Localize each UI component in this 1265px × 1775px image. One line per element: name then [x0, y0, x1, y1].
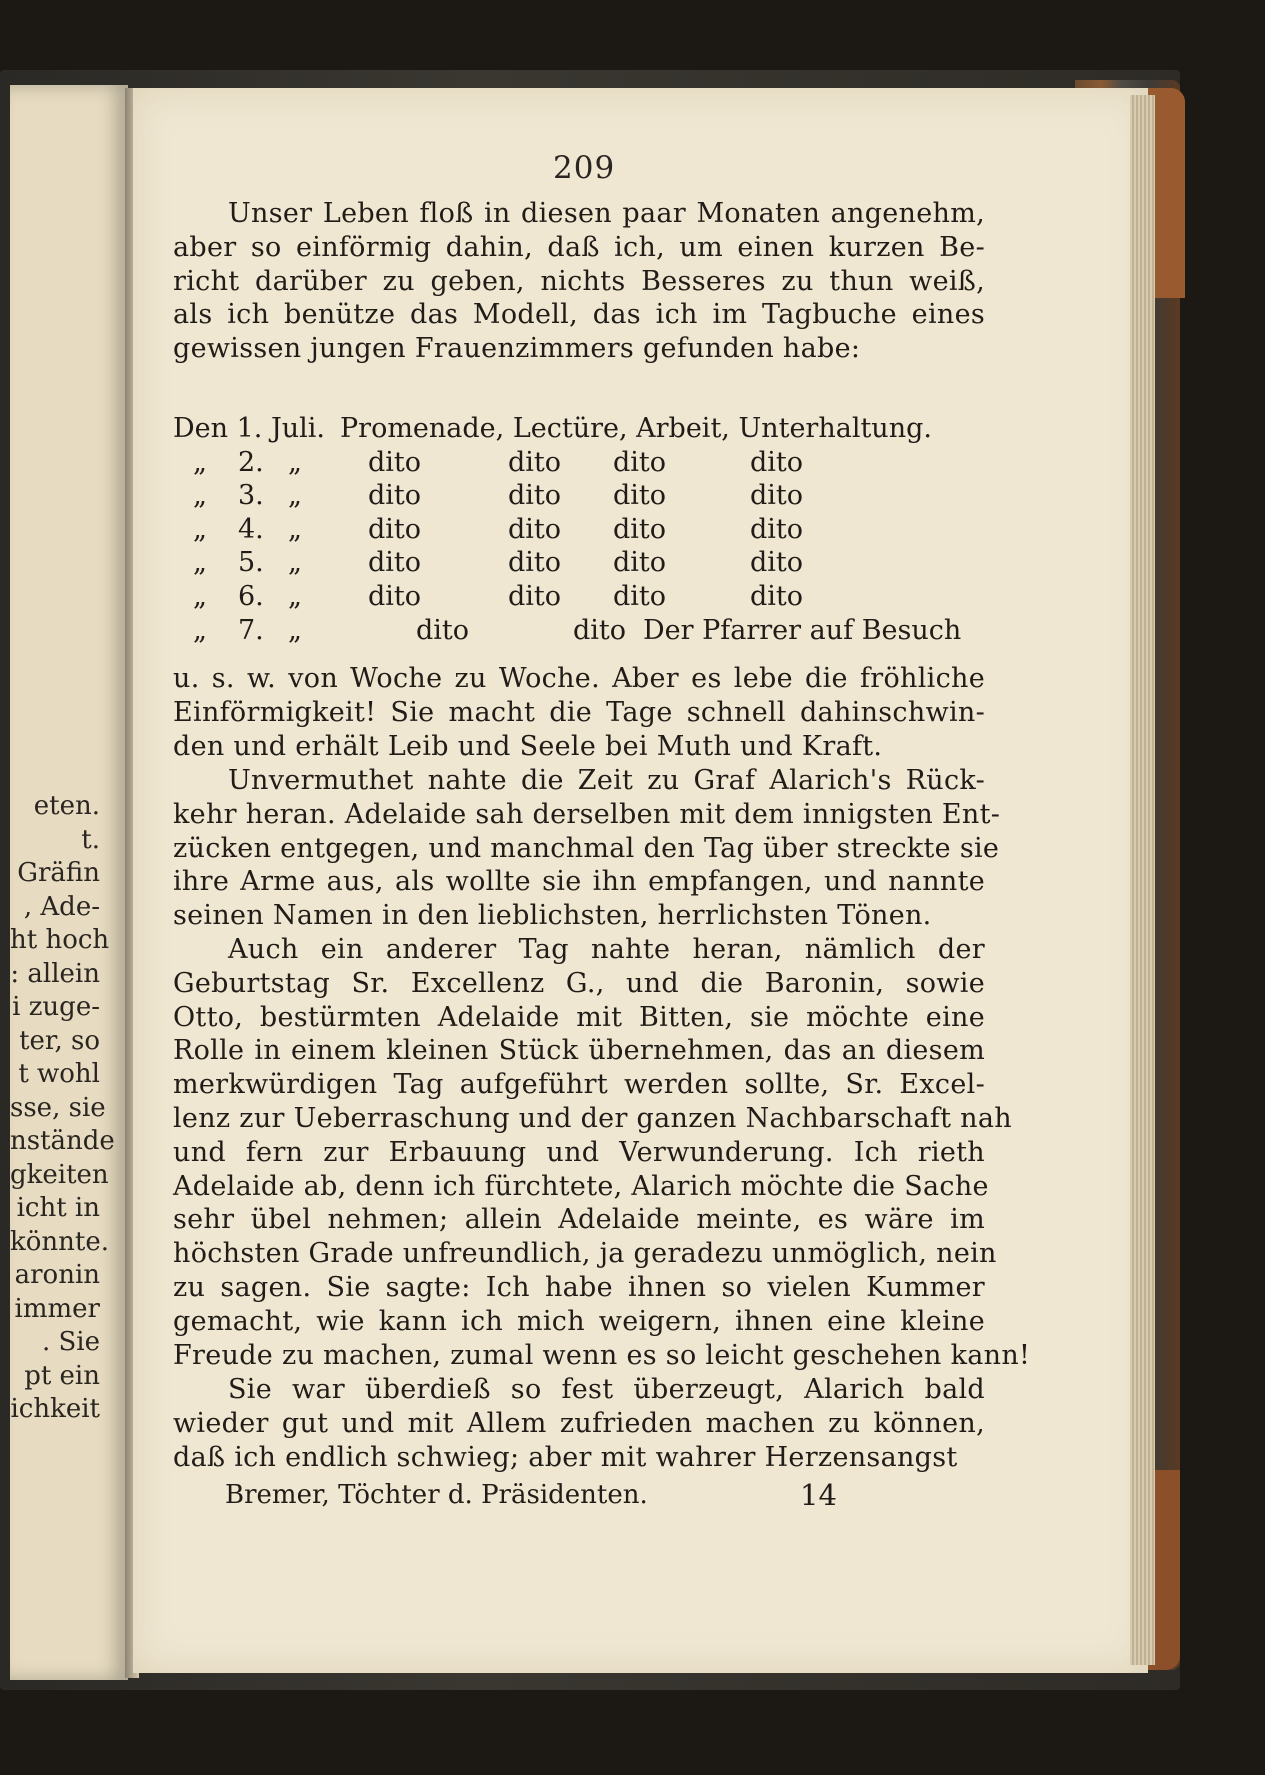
ditto-mark: „: [288, 446, 302, 478]
left-page-fragment: gkeiten: [10, 1159, 109, 1190]
text-line: Freude zu machen, zumal wenn es so leicht geschehen kann!: [173, 1339, 1031, 1371]
diary-cell: dito: [368, 513, 422, 545]
diary-row: [173, 581, 985, 615]
left-page-text: [10, 790, 128, 1427]
left-page-fragment: eten.: [33, 791, 100, 821]
diary-cell: dito: [508, 480, 562, 512]
diary-entry: Promenade, Lectüre, Arbeit, Unterhaltung.: [340, 413, 932, 444]
text-line: Unser Leben floß in diesen paar Monaten angenehm,: [228, 198, 985, 229]
diary-row: [173, 447, 985, 481]
ditto-mark: „: [193, 480, 207, 512]
text-line: Auch ein anderer Tag nahte heran, nämlich der: [228, 934, 985, 965]
diary-cell: dito: [750, 480, 804, 512]
ditto-mark: „: [193, 446, 207, 478]
left-page-fragment: immer: [14, 1293, 100, 1324]
left-page-fragment: icht in: [16, 1193, 100, 1223]
diary-cell: dito: [508, 580, 562, 612]
left-page-fragment: ter, so: [19, 1025, 100, 1056]
paragraph-intro: [173, 197, 985, 366]
diary-table: [173, 413, 985, 648]
diary-cell: dito: [750, 580, 804, 612]
ditto-mark: „: [193, 614, 207, 646]
text-line: Unvermuthet nahte die Zeit zu Graf Alarich's Rück-: [228, 765, 985, 796]
left-page-fragment: sse, sie: [10, 1092, 106, 1123]
diary-day: 2.: [238, 446, 264, 478]
ditto-mark: „: [288, 513, 302, 545]
text-line: wieder gut und mit Allem zufrieden machen zu können,: [173, 1407, 985, 1439]
diary-cell: dito: [508, 446, 562, 478]
text-line: als ich benütze das Modell, das ich im Tagbuche eines: [173, 299, 985, 331]
text-line: zu sagen. Sie sagte: Ich habe ihnen so vielen Kummer: [173, 1271, 985, 1303]
left-page-fragment: t.: [81, 824, 100, 855]
diary-cell: Der Pfarrer auf Besuch: [643, 614, 962, 646]
page-number: 209: [553, 150, 616, 186]
diary-cell: dito: [368, 580, 422, 612]
paragraph-conviction: [173, 1373, 985, 1474]
left-page: [10, 85, 128, 1680]
diary-day: 5.: [238, 547, 264, 579]
diary-day: 7.: [238, 614, 264, 646]
diary-cell: dito: [613, 480, 667, 512]
text-line: den und erhält Leib und Seele bei Muth und Kraft.: [173, 730, 883, 762]
diary-day: 6.: [238, 580, 264, 612]
text-line: ihre Arme aus, als wollte sie ihn empfangen, und nannte: [173, 866, 985, 898]
text-line: daß ich endlich schwieg; aber mit wahrer Herzensangst: [173, 1441, 958, 1473]
text-line: und fern zur Erbauung und Verwunderung. Ich rieth: [173, 1136, 985, 1168]
diary-cell: dito: [613, 580, 667, 612]
text-line: Einförmigkeit! Sie macht die Tage schnell dahinschwin-: [173, 696, 985, 728]
left-page-fragment: t wohl: [18, 1059, 100, 1089]
diary-cell: dito: [416, 614, 470, 646]
diary-cell: dito: [368, 446, 422, 478]
left-page-fragment: pt ein: [24, 1360, 100, 1391]
text-line: Rolle in einem kleinen Stück übernehmen, das an diesem: [173, 1035, 985, 1067]
diary-row-first: [173, 413, 985, 447]
paragraph-weekly: [173, 662, 985, 763]
diary-row: [173, 547, 985, 581]
paragraph-return: [173, 764, 1001, 933]
diary-day: 4.: [238, 513, 264, 545]
left-page-fragment: nstände: [10, 1126, 115, 1156]
diary-cell: dito: [508, 513, 562, 545]
text-line: gewissen jungen Frauenzimmers gefunden habe:: [173, 333, 861, 365]
ditto-mark: „: [288, 480, 302, 512]
left-page-fragment: Gräfin: [17, 858, 100, 888]
left-page-fragment: , Ade-: [23, 891, 100, 922]
text-line: merkwürdigen Tag aufgeführt werden sollte, Sr. Excel-: [173, 1069, 985, 1101]
diary-row: [173, 480, 985, 514]
left-page-fragment: : allein: [10, 958, 100, 989]
left-page-fragment: ht hoch: [10, 925, 110, 955]
text-line: kehr heran. Adelaide sah derselben mit dem innigsten Ent-: [173, 798, 1001, 830]
diary-cell: dito: [750, 547, 804, 579]
text-line: lenz zur Ueberraschung und der ganzen Nachbarschaft nah: [173, 1102, 1012, 1134]
text-line: Adelaide ab, denn ich fürchtete, Alarich möchte die Sache: [173, 1170, 989, 1202]
text-line: Geburtstag Sr. Excellenz G., und die Baronin, sowie: [173, 967, 985, 999]
diary-cell: dito: [613, 513, 667, 545]
text-line: Otto, bestürmten Adelaide mit Bitten, sie möchte eine: [173, 1001, 985, 1033]
text-line: sehr übel nehmen; allein Adelaide meinte, es wäre im: [173, 1204, 985, 1236]
left-page-fragment: könnte.: [10, 1226, 109, 1257]
text-line: u. s. w. von Woche zu Woche. Aber es lebe die fröhliche: [173, 663, 985, 694]
paragraph-birthday: [173, 933, 1031, 1372]
signature-mark: 14: [800, 1478, 837, 1512]
diary-row-last: [173, 615, 985, 649]
page-edges: [1130, 95, 1155, 1665]
text-line: höchsten Grade unfreundlich, ja geradezu unmöglich, nein: [173, 1238, 997, 1270]
diary-row: [173, 514, 985, 548]
text-line: seinen Namen in den lieblichsten, herrlichsten Tönen.: [173, 900, 932, 932]
diary-cell: dito: [573, 614, 627, 646]
left-page-fragment: ichkeit: [10, 1394, 100, 1424]
text-line: aber so einförmig dahin, daß ich, um einen kurzen Be-: [173, 231, 985, 263]
left-page-fragment: . Sie: [41, 1327, 100, 1357]
diary-cell: dito: [368, 480, 422, 512]
diary-day: 3.: [238, 480, 264, 512]
ditto-mark: „: [193, 580, 207, 612]
diary-cell: dito: [750, 513, 804, 545]
ditto-mark: „: [288, 547, 302, 579]
text-line: richt darüber zu geben, nichts Besseres zu thun weiß,: [173, 265, 985, 297]
text-line: gemacht, wie kann ich mich weigern, ihnen eine kleine: [173, 1305, 985, 1337]
diary-cell: dito: [368, 547, 422, 579]
left-page-fragment: aronin: [14, 1260, 100, 1290]
ditto-mark: „: [193, 547, 207, 579]
text-line: zücken entgegen, und manchmal den Tag über streckte sie: [173, 832, 1000, 864]
diary-cell: dito: [508, 547, 562, 579]
page-footer: [225, 1480, 845, 1510]
diary-cell: dito: [750, 446, 804, 478]
running-title: Bremer, Töchter d. Präsidenten.: [225, 1480, 648, 1510]
ditto-mark: „: [288, 580, 302, 612]
left-page-fragment: i zuge-: [12, 992, 100, 1022]
ditto-mark: „: [193, 513, 207, 545]
diary-cell: dito: [613, 547, 667, 579]
text-line: Sie war überdieß so fest überzeugt, Alarich bald: [228, 1374, 985, 1405]
diary-cell: dito: [613, 446, 667, 478]
ditto-mark: „: [288, 614, 302, 646]
diary-date-label: Den 1. Juli.: [173, 413, 326, 444]
